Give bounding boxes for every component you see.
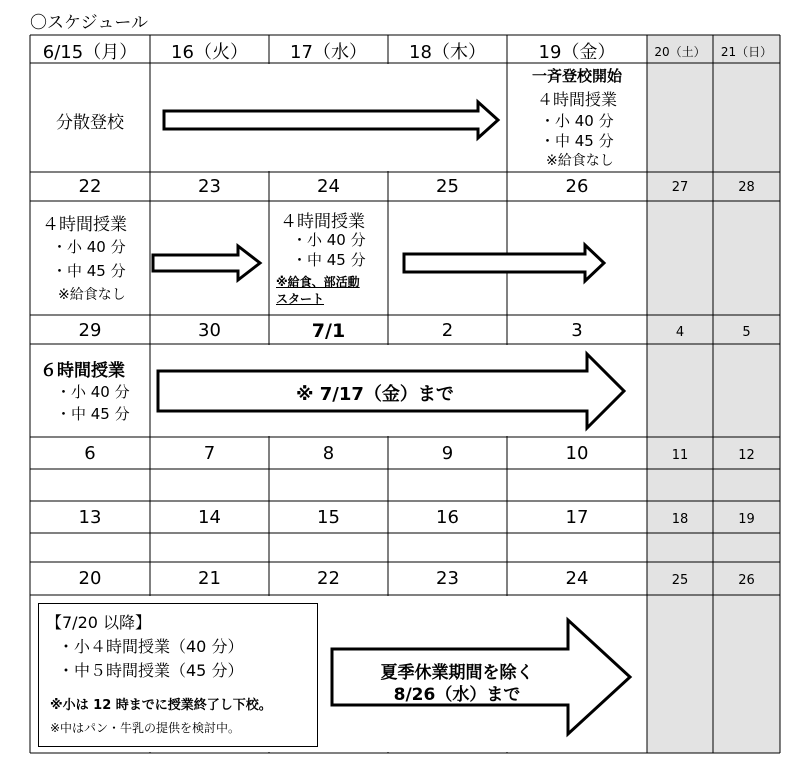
date-cell: 21 bbox=[198, 568, 221, 589]
date-cell: 25 bbox=[436, 176, 459, 197]
date-cell: 23 bbox=[198, 176, 221, 197]
week3-arrow-text: ※ 7/17（金）まで bbox=[296, 384, 454, 405]
week2-wed-line4: ※給食、部活動 bbox=[276, 275, 360, 289]
date-cell: 24 bbox=[565, 568, 589, 589]
date-cell: 20 bbox=[78, 568, 102, 589]
date-cell: 10 bbox=[565, 443, 589, 464]
date-cell: 16 bbox=[436, 507, 459, 528]
week2-wed-line1: ４時間授業 bbox=[280, 212, 365, 232]
date-cell: 22 bbox=[78, 176, 102, 197]
weekend-column-sat bbox=[647, 35, 713, 753]
date-cell: 11 bbox=[671, 448, 689, 463]
box-line2: ・小４時間授業（40 分） bbox=[58, 637, 244, 656]
box-line3: ・中５時間授業（45 分） bbox=[58, 661, 244, 680]
header-thu: 18（木） bbox=[409, 42, 486, 63]
date-cell: 5 bbox=[742, 325, 751, 340]
arrow-week2-b bbox=[404, 245, 604, 281]
date-cell: 22 bbox=[317, 568, 340, 589]
week1-fri-line5: ※給食なし bbox=[546, 153, 614, 169]
header-mon: 6/15（月） bbox=[42, 42, 138, 63]
date-cell: 8 bbox=[322, 443, 335, 464]
date-cell: 19 bbox=[738, 512, 755, 527]
date-cell: 26 bbox=[738, 573, 755, 588]
week2-mon-line4: ※給食なし bbox=[58, 287, 126, 303]
date-cell: 30 bbox=[198, 320, 221, 341]
date-cell: 15 bbox=[317, 507, 340, 528]
header-tue: 16（火） bbox=[171, 42, 248, 63]
week2-wed-line3: ・中 45 分 bbox=[292, 251, 366, 269]
weekend-column-sun bbox=[713, 35, 780, 753]
week6-arrow-line1: 夏季休業期間を除く bbox=[380, 663, 534, 683]
date-cell: 23 bbox=[436, 568, 459, 589]
date-cell: 7/1 bbox=[311, 320, 346, 342]
box-line5: ※中はパン・牛乳の提供を検討中。 bbox=[50, 721, 241, 735]
date-cell: 18 bbox=[671, 512, 689, 527]
week3-mon-line3: ・中 45 分 bbox=[56, 405, 130, 423]
week1-mon-text: 分散登校 bbox=[56, 113, 124, 133]
date-cell: 17 bbox=[565, 507, 589, 528]
week3-mon-line2: ・小 40 分 bbox=[56, 383, 130, 401]
date-cell: 27 bbox=[671, 180, 689, 195]
date-cell: 13 bbox=[78, 507, 102, 528]
week1-fri-line1: 一斉登校開始 bbox=[531, 67, 622, 85]
week2-mon-line2: ・小 40 分 bbox=[52, 238, 126, 256]
week1-fri-line3: ・小 40 分 bbox=[540, 112, 614, 130]
date-cell: 29 bbox=[78, 320, 102, 341]
date-cell: 26 bbox=[565, 176, 589, 197]
date-cell: 2 bbox=[441, 320, 454, 341]
date-cell: 7 bbox=[203, 443, 216, 464]
header-sun: 21（日） bbox=[720, 45, 773, 59]
page-title: 〇スケジュール bbox=[30, 13, 148, 33]
week2-mon-line3: ・中 45 分 bbox=[52, 262, 126, 280]
week2-wed-line5: スタート bbox=[276, 292, 325, 306]
date-cell: 25 bbox=[671, 573, 689, 588]
date-cell: 28 bbox=[738, 180, 755, 195]
box-line4: ※小は 12 時までに授業終了し下校。 bbox=[50, 698, 272, 713]
box-line1: 【7/20 以降】 bbox=[46, 613, 152, 632]
week2-mon-line1: ４時間授業 bbox=[42, 215, 127, 235]
date-cell: 14 bbox=[198, 507, 221, 528]
date-cell: 4 bbox=[675, 325, 685, 340]
date-cell: 9 bbox=[441, 443, 454, 464]
week1-fri-line4: ・中 45 分 bbox=[540, 132, 614, 150]
week6-arrow-line2: 8/26（水）まで bbox=[393, 685, 521, 705]
week2-wed-line2: ・小 40 分 bbox=[292, 231, 366, 249]
date-cell: 6 bbox=[84, 443, 96, 464]
header-wed: 17（水） bbox=[290, 42, 367, 63]
header-fri: 19（金） bbox=[538, 42, 616, 63]
week1-fri-line2: ４時間授業 bbox=[536, 90, 617, 109]
week3-mon-line1: ６時間授業 bbox=[40, 361, 125, 381]
arrow-week2-a bbox=[153, 246, 260, 280]
date-cell: 3 bbox=[571, 320, 583, 341]
date-cell: 12 bbox=[738, 448, 755, 463]
header-sat: 20（土） bbox=[654, 45, 706, 59]
date-cell: 24 bbox=[317, 176, 340, 197]
